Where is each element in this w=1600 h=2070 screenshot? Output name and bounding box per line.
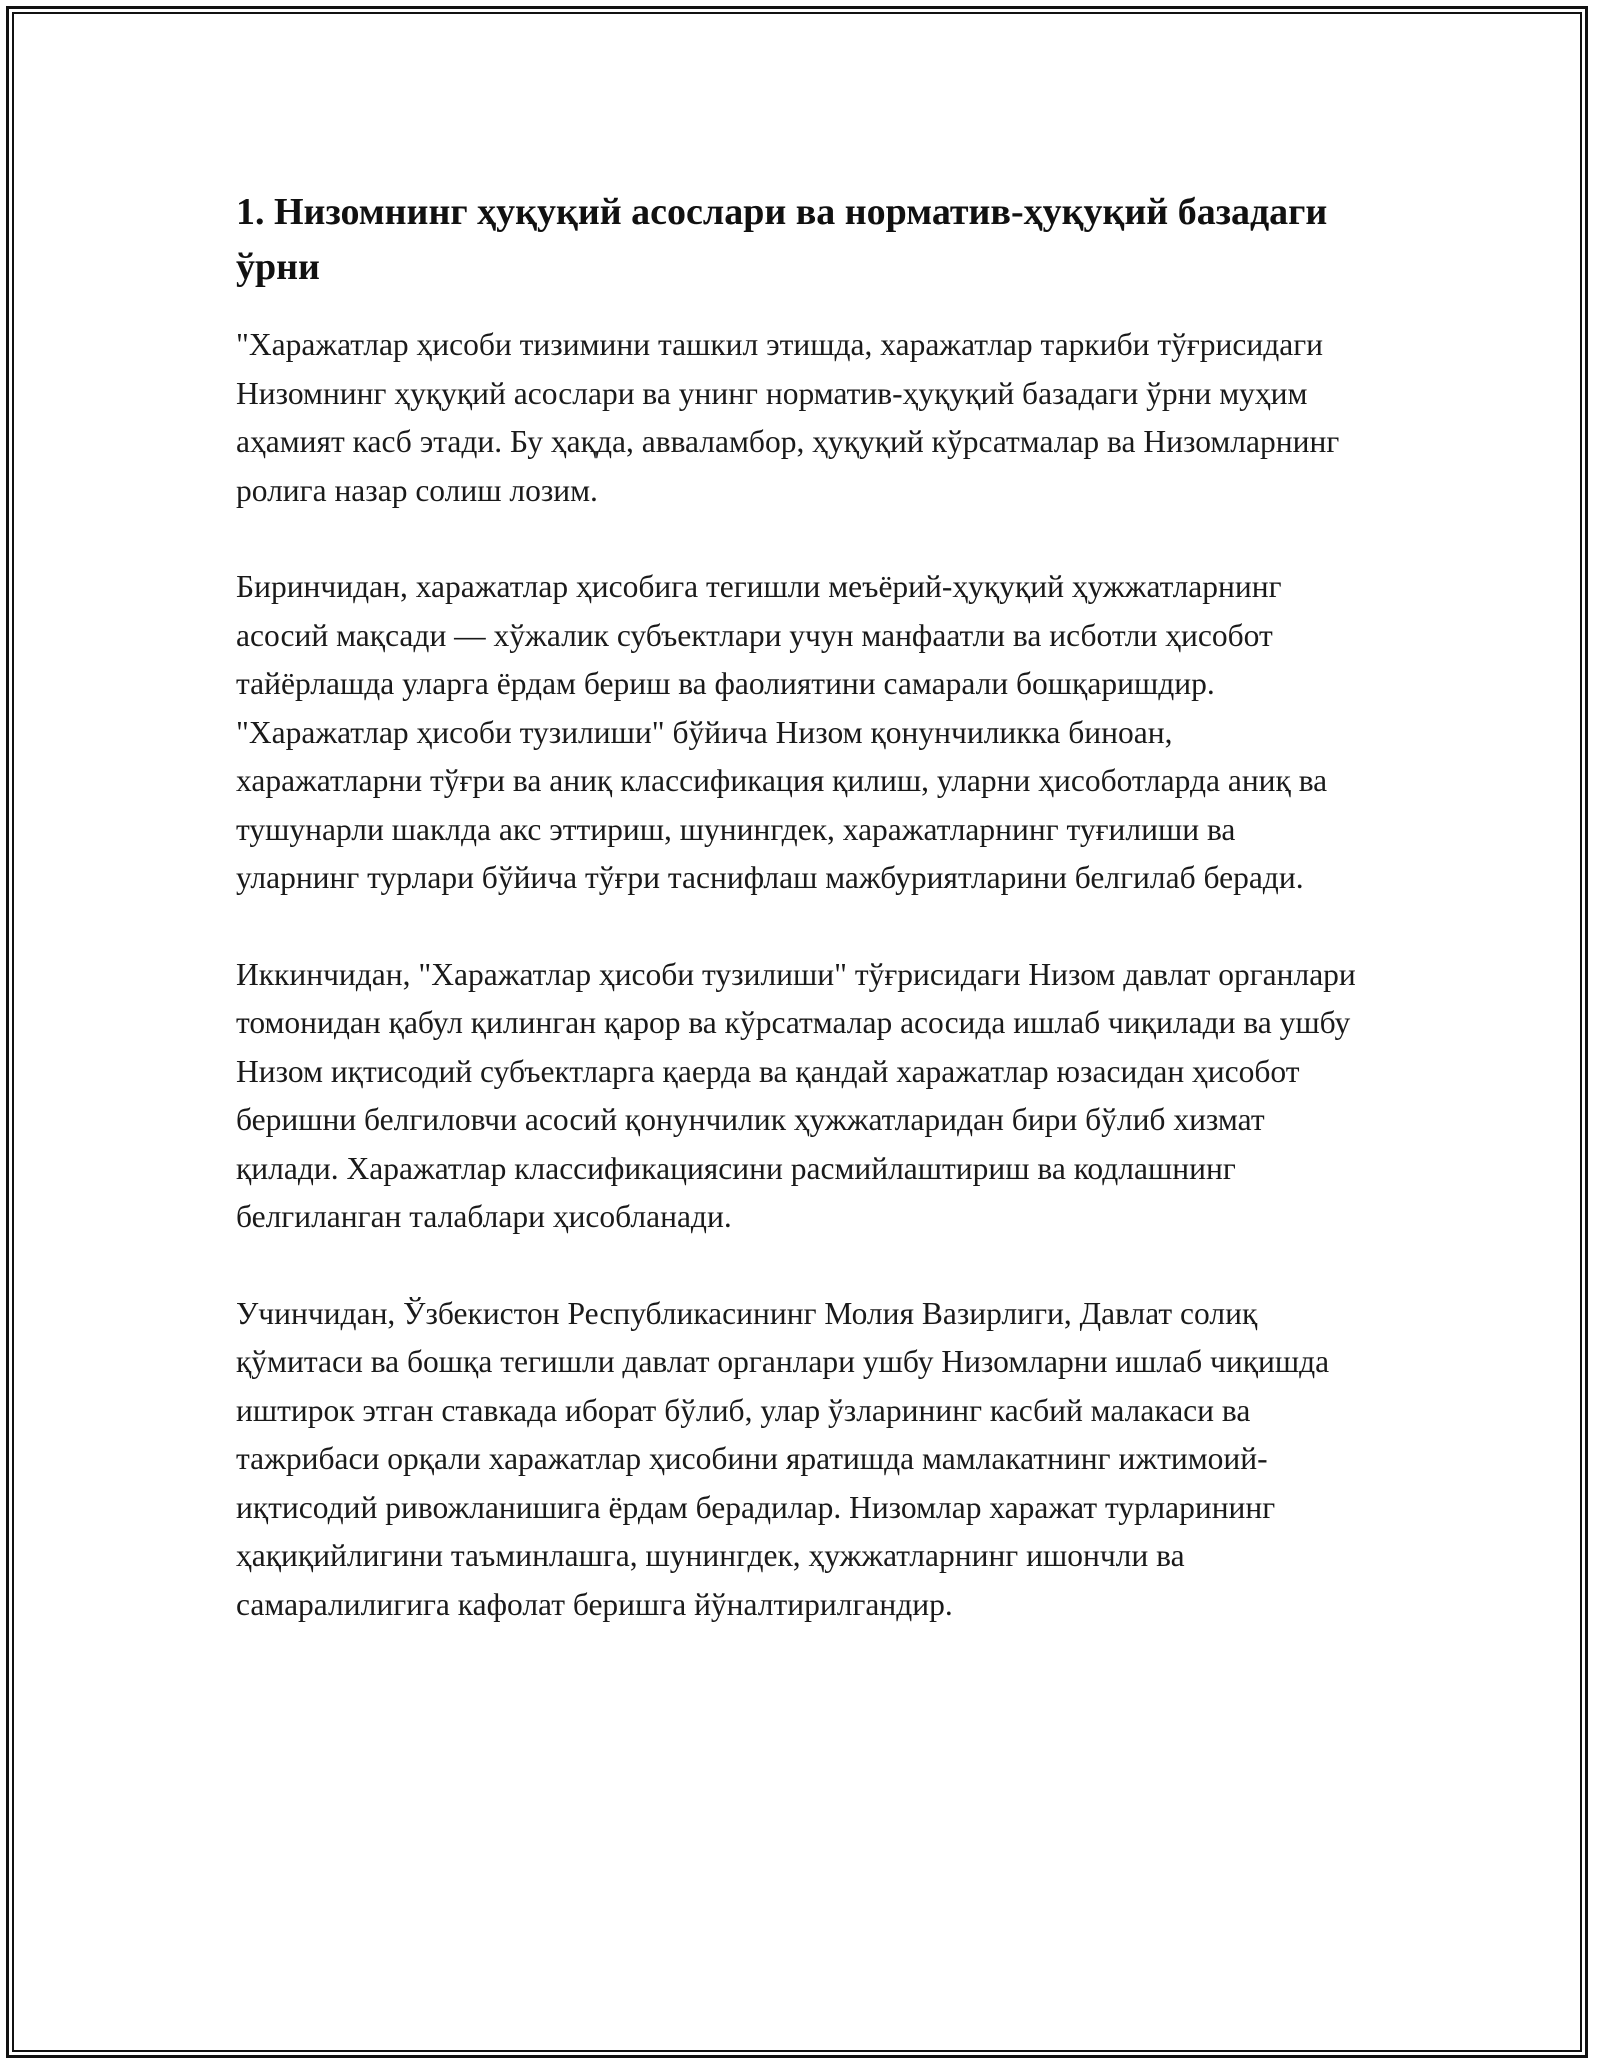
document-body — [236, 185, 1366, 1677]
section-heading: 1. Низомнинг ҳуқуқий асослари ва норматив-ҳуқуқий базадаги ўрни — [236, 191, 1328, 288]
paragraph-intro: "Харажатлар ҳисоби тизимини ташкил этишда, харажатлар таркиби тўғрисидаги Низомнинг ҳуқуқий асослари ва унинг норматив-ҳуқуқий базадаги ўрни муҳим аҳамият касб этади. Бу ҳақда, авваламбор, ҳуқуқий кўрсатмалар ва Низомларнинг ролига назар солиш лозим. — [236, 327, 1340, 508]
paragraph-second: Иккинчидан, "Харажатлар ҳисоби тузилиши" тўғрисидаги Низом давлат органлари томонидан қабул қилинган қарор ва кўрсатмалар асосида ишлаб чиқилади ва ушбу Низом иқтисодий субъектларга қаерда ва қандай харажатлар юзасидан ҳисобот беришни белгиловчи асосий қонунчилик ҳужжатларидан бири бўлиб хизмат қилади. Харажатлар классификациясини расмийлаштириш ва кодлашнинг белгиланган талаблари ҳисобланади. — [236, 956, 1356, 1234]
paragraph-first: Биринчидан, харажатлар ҳисобига тегишли меъёрий-ҳуқуқий ҳужжатларнинг асосий мақсади — хўжалик субъектлари учун манфаатли ва исботли ҳисобот тайёрлашда уларга ёрдам бериш ва фаолиятини самарали бошқаришдир. "Харажатлар ҳисоби тузилиши" бўйича Низом қонунчиликка биноан, харажатларни тўғри ва аниқ классификация қилиш, уларни ҳисоботларда аниқ ва тушунарли шаклда акс эттириш, шунингдек, харажатларнинг туғилиши ва уларнинг турлари бўйича тўғри таснифлаш мажбуриятларини белгилаб беради. — [236, 569, 1328, 895]
paragraph-third: Учинчидан, Ўзбекистон Республикасининг Молия Вазирлиги, Давлат солиқ қўмитаси ва бошқа тегишли давлат органлари ушбу Низомларни ишлаб чиқишда иштирок этган ставкада иборат бўлиб, улар ўзларининг касбий малакаси ва тажрибаси орқали харажатлар ҳисобини яратишда мамлакатнинг ижтимоий-иқтисодий ривожланишига ёрдам берадилар. Низомлар харажат турларининг ҳақиқийлигини таъминлашга, шунингдек, ҳужжатларнинг ишончли ва самаралилигига кафолат беришга йўналтирилгандир. — [236, 1295, 1330, 1622]
